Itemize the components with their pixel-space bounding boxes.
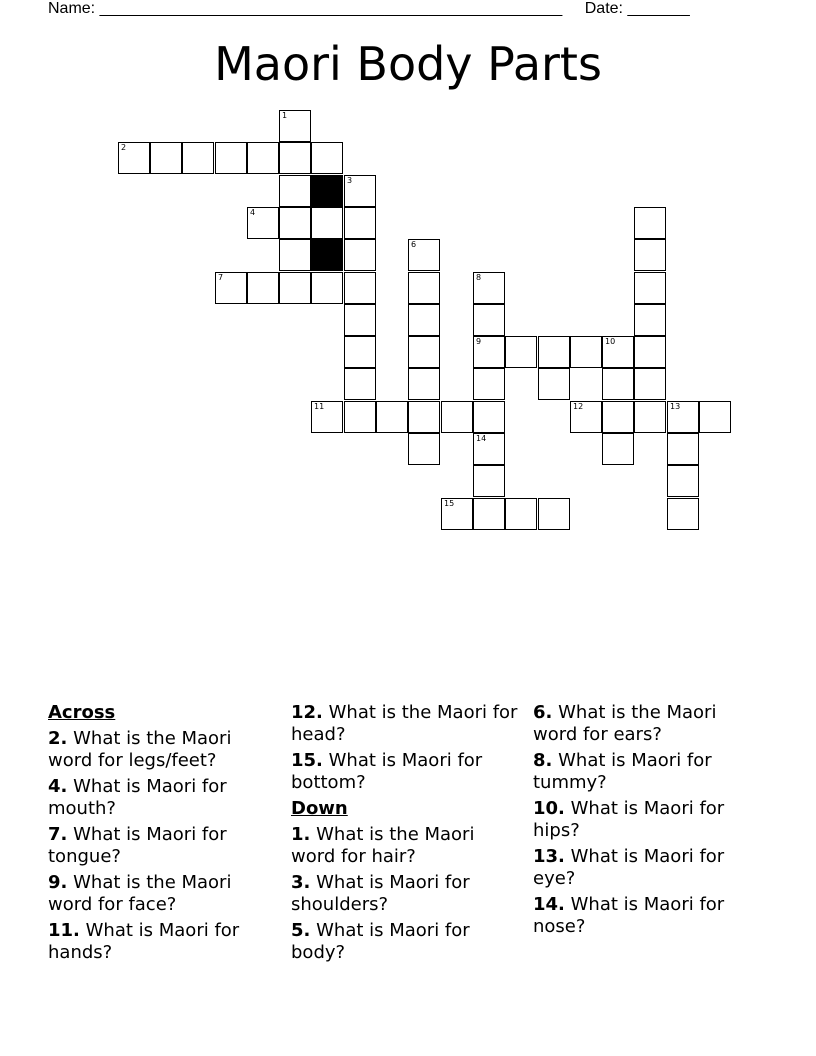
clue-number: 3 — [347, 176, 353, 185]
clue-number: 1 — [282, 111, 288, 120]
crossword-cell[interactable] — [408, 368, 440, 400]
clue-number: 10 — [605, 337, 616, 346]
clue-number-label: 3. — [291, 872, 311, 893]
clue-number-label: 6. — [533, 702, 553, 723]
crossword-cell[interactable] — [505, 498, 537, 530]
crossword-cell[interactable] — [344, 272, 376, 304]
clue-number-label: 10. — [533, 798, 565, 819]
date-label: Date: _______ — [584, 0, 690, 17]
crossword-cell[interactable] — [634, 304, 666, 336]
crossword-cell[interactable] — [473, 368, 505, 400]
clue-text: What is Maori for eye? — [533, 846, 725, 889]
clue-number: 7 — [218, 273, 224, 282]
clue-column-1 — [48, 702, 280, 968]
crossword-cell[interactable] — [344, 304, 376, 336]
crossword-cell[interactable] — [279, 142, 311, 174]
crossword-cell[interactable] — [344, 401, 376, 433]
clue-text: What is Maori for body? — [291, 920, 470, 963]
clue-number: 11 — [314, 402, 325, 411]
clue — [48, 920, 280, 964]
clue-text: What is Maori for tummy? — [533, 750, 712, 793]
clue-text: What is Maori for tongue? — [48, 824, 227, 867]
clue-number-label: 4. — [48, 776, 68, 797]
clue-number-label: 5. — [291, 920, 311, 941]
crossword-cell[interactable] — [667, 465, 699, 497]
crossword-cell[interactable] — [602, 368, 634, 400]
crossword-cell[interactable] — [634, 207, 666, 239]
crossword-cell[interactable] — [279, 110, 311, 142]
crossword-cell[interactable] — [667, 498, 699, 530]
crossword-cell[interactable] — [408, 304, 440, 336]
clue — [533, 702, 765, 746]
clue-text: What is Maori for hands? — [48, 920, 240, 963]
clue-column-3 — [533, 702, 765, 942]
crossword-cell[interactable] — [473, 433, 505, 465]
crossword-cell[interactable] — [538, 368, 570, 400]
crossword-cell[interactable] — [408, 239, 440, 271]
clue-text: What is Maori for mouth? — [48, 776, 227, 819]
crossword-cell[interactable] — [311, 272, 343, 304]
crossword-cell[interactable] — [634, 272, 666, 304]
clue — [291, 920, 523, 964]
crossword-cell[interactable] — [311, 207, 343, 239]
clue — [48, 776, 280, 820]
clue — [48, 824, 280, 868]
crossword-cell[interactable] — [538, 336, 570, 368]
clue — [48, 872, 280, 916]
crossword-cell[interactable] — [408, 272, 440, 304]
crossword-cell[interactable] — [215, 272, 247, 304]
crossword-cell[interactable] — [344, 175, 376, 207]
crossword-cell[interactable] — [570, 336, 602, 368]
crossword-cell[interactable] — [634, 336, 666, 368]
crossword-cell[interactable] — [473, 272, 505, 304]
crossword-cell[interactable] — [441, 401, 473, 433]
clue — [291, 824, 523, 868]
crossword-cell[interactable] — [602, 336, 634, 368]
crossword-cell[interactable] — [311, 142, 343, 174]
crossword-cell[interactable] — [118, 142, 150, 174]
clue — [533, 894, 765, 938]
crossword-cell[interactable] — [279, 272, 311, 304]
clue-number-label: 7. — [48, 824, 68, 845]
crossword-cell[interactable] — [473, 304, 505, 336]
clue — [533, 846, 765, 890]
across-heading: Across — [48, 702, 116, 723]
clue — [48, 728, 280, 772]
clue-number: 8 — [476, 273, 482, 282]
clue-number: 13 — [670, 402, 681, 411]
clue-number-label: 13. — [533, 846, 565, 867]
crossword-cell[interactable] — [473, 498, 505, 530]
crossword-cell[interactable] — [279, 239, 311, 271]
clue-number-label: 12. — [291, 702, 323, 723]
crossword-cell[interactable] — [408, 433, 440, 465]
crossword-cell[interactable] — [473, 336, 505, 368]
clue-number: 9 — [476, 337, 482, 346]
crossword-cell[interactable] — [505, 336, 537, 368]
clue-number: 6 — [411, 240, 417, 249]
clue-text: What is the Maori word for legs/feet? — [48, 728, 232, 771]
clue-number-label: 1. — [291, 824, 311, 845]
clue — [291, 872, 523, 916]
clue-number: 14 — [476, 434, 487, 443]
crossword-cell[interactable] — [667, 433, 699, 465]
crossword-block — [311, 239, 343, 271]
crossword-cell[interactable] — [215, 142, 247, 174]
down-clue-list — [291, 824, 523, 964]
crossword-cell[interactable] — [634, 239, 666, 271]
crossword-cell[interactable] — [667, 401, 699, 433]
clue-number-label: 14. — [533, 894, 565, 915]
down-clue-list-continued — [533, 702, 765, 938]
crossword-cell[interactable] — [376, 401, 408, 433]
crossword-cell[interactable] — [570, 401, 602, 433]
clue-number-label: 11. — [48, 920, 80, 941]
clue — [291, 702, 523, 746]
across-clue-list — [48, 728, 280, 964]
clue-number: 15 — [444, 499, 455, 508]
crossword-cell[interactable] — [634, 401, 666, 433]
crossword-cell[interactable] — [247, 272, 279, 304]
crossword-cell[interactable] — [473, 465, 505, 497]
clue-column-2 — [291, 702, 523, 968]
crossword-cell[interactable] — [408, 401, 440, 433]
clue-text: What is Maori for bottom? — [291, 750, 483, 793]
crossword-cell[interactable] — [602, 433, 634, 465]
crossword-cell[interactable] — [344, 368, 376, 400]
clue-text: What is Maori for shoulders? — [291, 872, 470, 915]
clue-number-label: 8. — [533, 750, 553, 771]
clue-text: What is Maori for nose? — [533, 894, 725, 937]
clue-text: What is the Maori word for ears? — [533, 702, 717, 745]
crossword-cell[interactable] — [634, 368, 666, 400]
crossword-cell[interactable] — [538, 498, 570, 530]
crossword-cell[interactable] — [279, 175, 311, 207]
crossword-cell[interactable] — [344, 239, 376, 271]
crossword-cell[interactable] — [344, 336, 376, 368]
across-clue-list-continued — [291, 702, 523, 794]
crossword-cell[interactable] — [699, 401, 731, 433]
crossword-cell[interactable] — [279, 207, 311, 239]
clue-number: 4 — [250, 208, 256, 217]
clue-number-label: 15. — [291, 750, 323, 771]
crossword-cell[interactable] — [473, 401, 505, 433]
crossword-cell[interactable] — [344, 207, 376, 239]
crossword-cell[interactable] — [408, 336, 440, 368]
page-title: Maori Body Parts — [214, 37, 602, 91]
header — [48, 0, 748, 18]
clue — [533, 798, 765, 842]
clue — [291, 750, 523, 794]
crossword-block — [311, 175, 343, 207]
clue-text: What is the Maori for head? — [291, 702, 518, 745]
crossword-cell[interactable] — [150, 142, 182, 174]
clue-text: What is the Maori word for hair? — [291, 824, 475, 867]
name-label: Name: ____________________________________________________ — [48, 0, 563, 17]
clue-text: What is Maori for hips? — [533, 798, 725, 841]
clue-number: 12 — [573, 402, 584, 411]
clue-number: 2 — [121, 143, 127, 152]
crossword-cell[interactable] — [602, 401, 634, 433]
crossword-cell[interactable] — [247, 207, 279, 239]
crossword-cell[interactable] — [441, 498, 473, 530]
clue-number-label: 2. — [48, 728, 68, 749]
crossword-cell[interactable] — [182, 142, 214, 174]
clue-text: What is the Maori word for face? — [48, 872, 232, 915]
clue — [533, 750, 765, 794]
down-heading: Down — [291, 798, 348, 819]
crossword-cell[interactable] — [311, 401, 343, 433]
crossword-cell[interactable] — [247, 142, 279, 174]
clue-number-label: 9. — [48, 872, 68, 893]
